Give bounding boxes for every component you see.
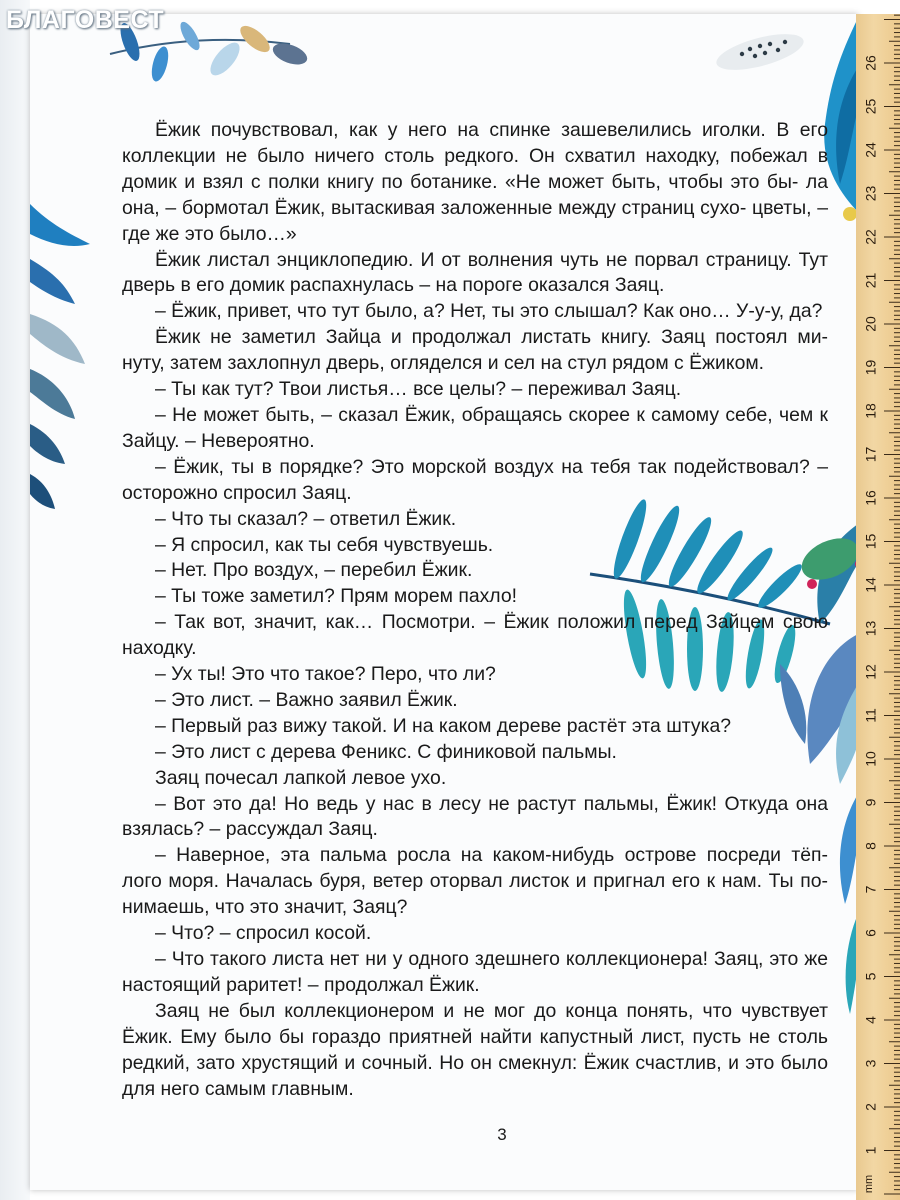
story-text xyxy=(122,118,828,1102)
paragraph: – Что ты сказал? – ответил Ёжик. xyxy=(155,507,457,530)
ruler-label: 9 xyxy=(862,798,879,807)
ruler-label: 3 xyxy=(862,1059,879,1068)
ruler-label: 8 xyxy=(862,842,879,850)
ruler-label: 7 xyxy=(862,885,879,894)
paragraph: – Ёжик, ты в порядке? Это морской воздух на тебя так подействовал? – осторожно спросил Заяц. xyxy=(122,455,828,504)
ruler-label: 5 xyxy=(862,972,879,981)
ruler-label: 1 xyxy=(862,1146,879,1155)
paragraph: – Вот это да! Но ведь у нас в лесу не растут пальмы, Ёжик! Откуда она взялась? – рассуждал Заяц. xyxy=(122,792,828,841)
paragraph: – Что такого листа нет ни у одного здешнего коллекционера! Заяц, это же настоящий раритет! – продолжал Ёжик. xyxy=(122,948,828,996)
paragraph: Заяц почесал лапкой левое ухо. xyxy=(155,766,447,789)
paragraph: Ёжик листал энциклопедию. И от волнения чуть не порвал страницу. Тут дверь в его домик распахнулась – на пороге оказался Заяц. xyxy=(122,248,828,297)
ruler-label: 4 xyxy=(862,1016,879,1024)
ruler-label: 14 xyxy=(862,577,879,593)
ruler-label: 25 xyxy=(862,98,879,115)
ruler-label: 16 xyxy=(862,490,879,506)
paragraph: – Не может быть, – сказал Ёжик, обращаясь скорее к самому себе, чем к Зайцу. – Невероятно. xyxy=(122,403,828,452)
paragraph: – Я спросил, как ты себя чувствуешь. xyxy=(155,533,494,556)
paragraph: – Первый раз вижу такой. И на каком дереве растёт эта штука? xyxy=(155,714,732,737)
paragraph: – Это лист. – Важно заявил Ёжик. xyxy=(155,688,458,711)
ruler-label: 12 xyxy=(862,664,879,680)
ruler-label: 22 xyxy=(862,229,879,245)
paragraph: – Это лист с дерева Феникс. С финиковой пальмы. xyxy=(155,740,617,763)
paragraph: – Ёжик, привет, что тут было, а? Нет, ты это слышал? Как оно… У-у-у, да? xyxy=(155,300,823,323)
paragraph: – Ух ты! Это что такое? Перо, что ли? xyxy=(155,663,496,686)
page-edge xyxy=(0,0,30,1200)
ruler-scale xyxy=(856,14,900,1200)
ruler-label: 21 xyxy=(862,272,879,289)
ruler-label: 17 xyxy=(862,446,879,463)
ruler-label: 2 xyxy=(862,1103,879,1111)
paragraph: – Нет. Про воздух, – перебил Ёжик. xyxy=(155,559,473,582)
ruler-label: 18 xyxy=(862,403,879,419)
left-edge-foliage xyxy=(30,164,100,544)
ruler-label: 23 xyxy=(862,185,879,202)
ruler-label: 20 xyxy=(862,316,879,332)
paragraph: – Ты как тут? Твои листья… все целы? – переживал Заяц. xyxy=(155,378,682,401)
paragraph: Ёжик не заметил Зайца и продолжал листать книгу. Заяц постоял ми- нуту, затем захлопнул дверь, огляделся и сел на стул рядом с Ёжиком. xyxy=(122,326,828,375)
ruler-label: 15 xyxy=(862,533,879,550)
watermark-logo: БЛАГОВЕСТ xyxy=(6,6,165,34)
ruler-label: 19 xyxy=(862,359,879,376)
page-number: 3 xyxy=(497,1125,507,1144)
paragraph: – Что? – спросил косой. xyxy=(155,922,372,945)
ruler-label: 26 xyxy=(862,55,879,71)
ruler-label: 24 xyxy=(862,142,879,158)
ruler-unit-label: mm xyxy=(863,1174,875,1194)
ruler-label: 11 xyxy=(862,708,879,723)
ruler-label: 6 xyxy=(862,929,879,937)
ruler-label: 10 xyxy=(862,751,879,767)
ruler-label: 13 xyxy=(862,620,879,637)
paragraph: – Ты тоже заметил? Прям морем пахло! xyxy=(155,585,518,608)
paragraph: – Наверное, эта пальма росла на каком-нибудь острове посреди тёп- лого моря. Началась буря, ветер оторвал листок и пригнал его к нам. Ты по- нимаешь, что это значит, Заяц? xyxy=(122,844,828,919)
ruler xyxy=(856,14,900,1200)
paragraph: Заяц не был коллекционером и не мог до конца понять, что чувствует Ёжик. Ему было бы гораздо приятней найти капустный лист, пусть не столь редкий, зато хрустящий и сочный. Но он смекнул: Ёжик счастлив, и это было для него самым главным. xyxy=(122,999,828,1100)
paragraph: Ёжик почувствовал, как у него на спинке зашевелились иголки. В его коллекции не было ничего столь редкого. Он схватил находку, побежал в домик и взял с полки книгу по ботанике. «Не может быть, чтобы это бы- ла она, – бормотал Ёжик, вытаскивая заложенные между страниц сухо- цветы, – где же это было…» xyxy=(122,119,828,245)
paragraph: – Так вот, значит, как… Посмотри. – Ёжик положил перед Зайцем свою находку. xyxy=(122,611,828,660)
